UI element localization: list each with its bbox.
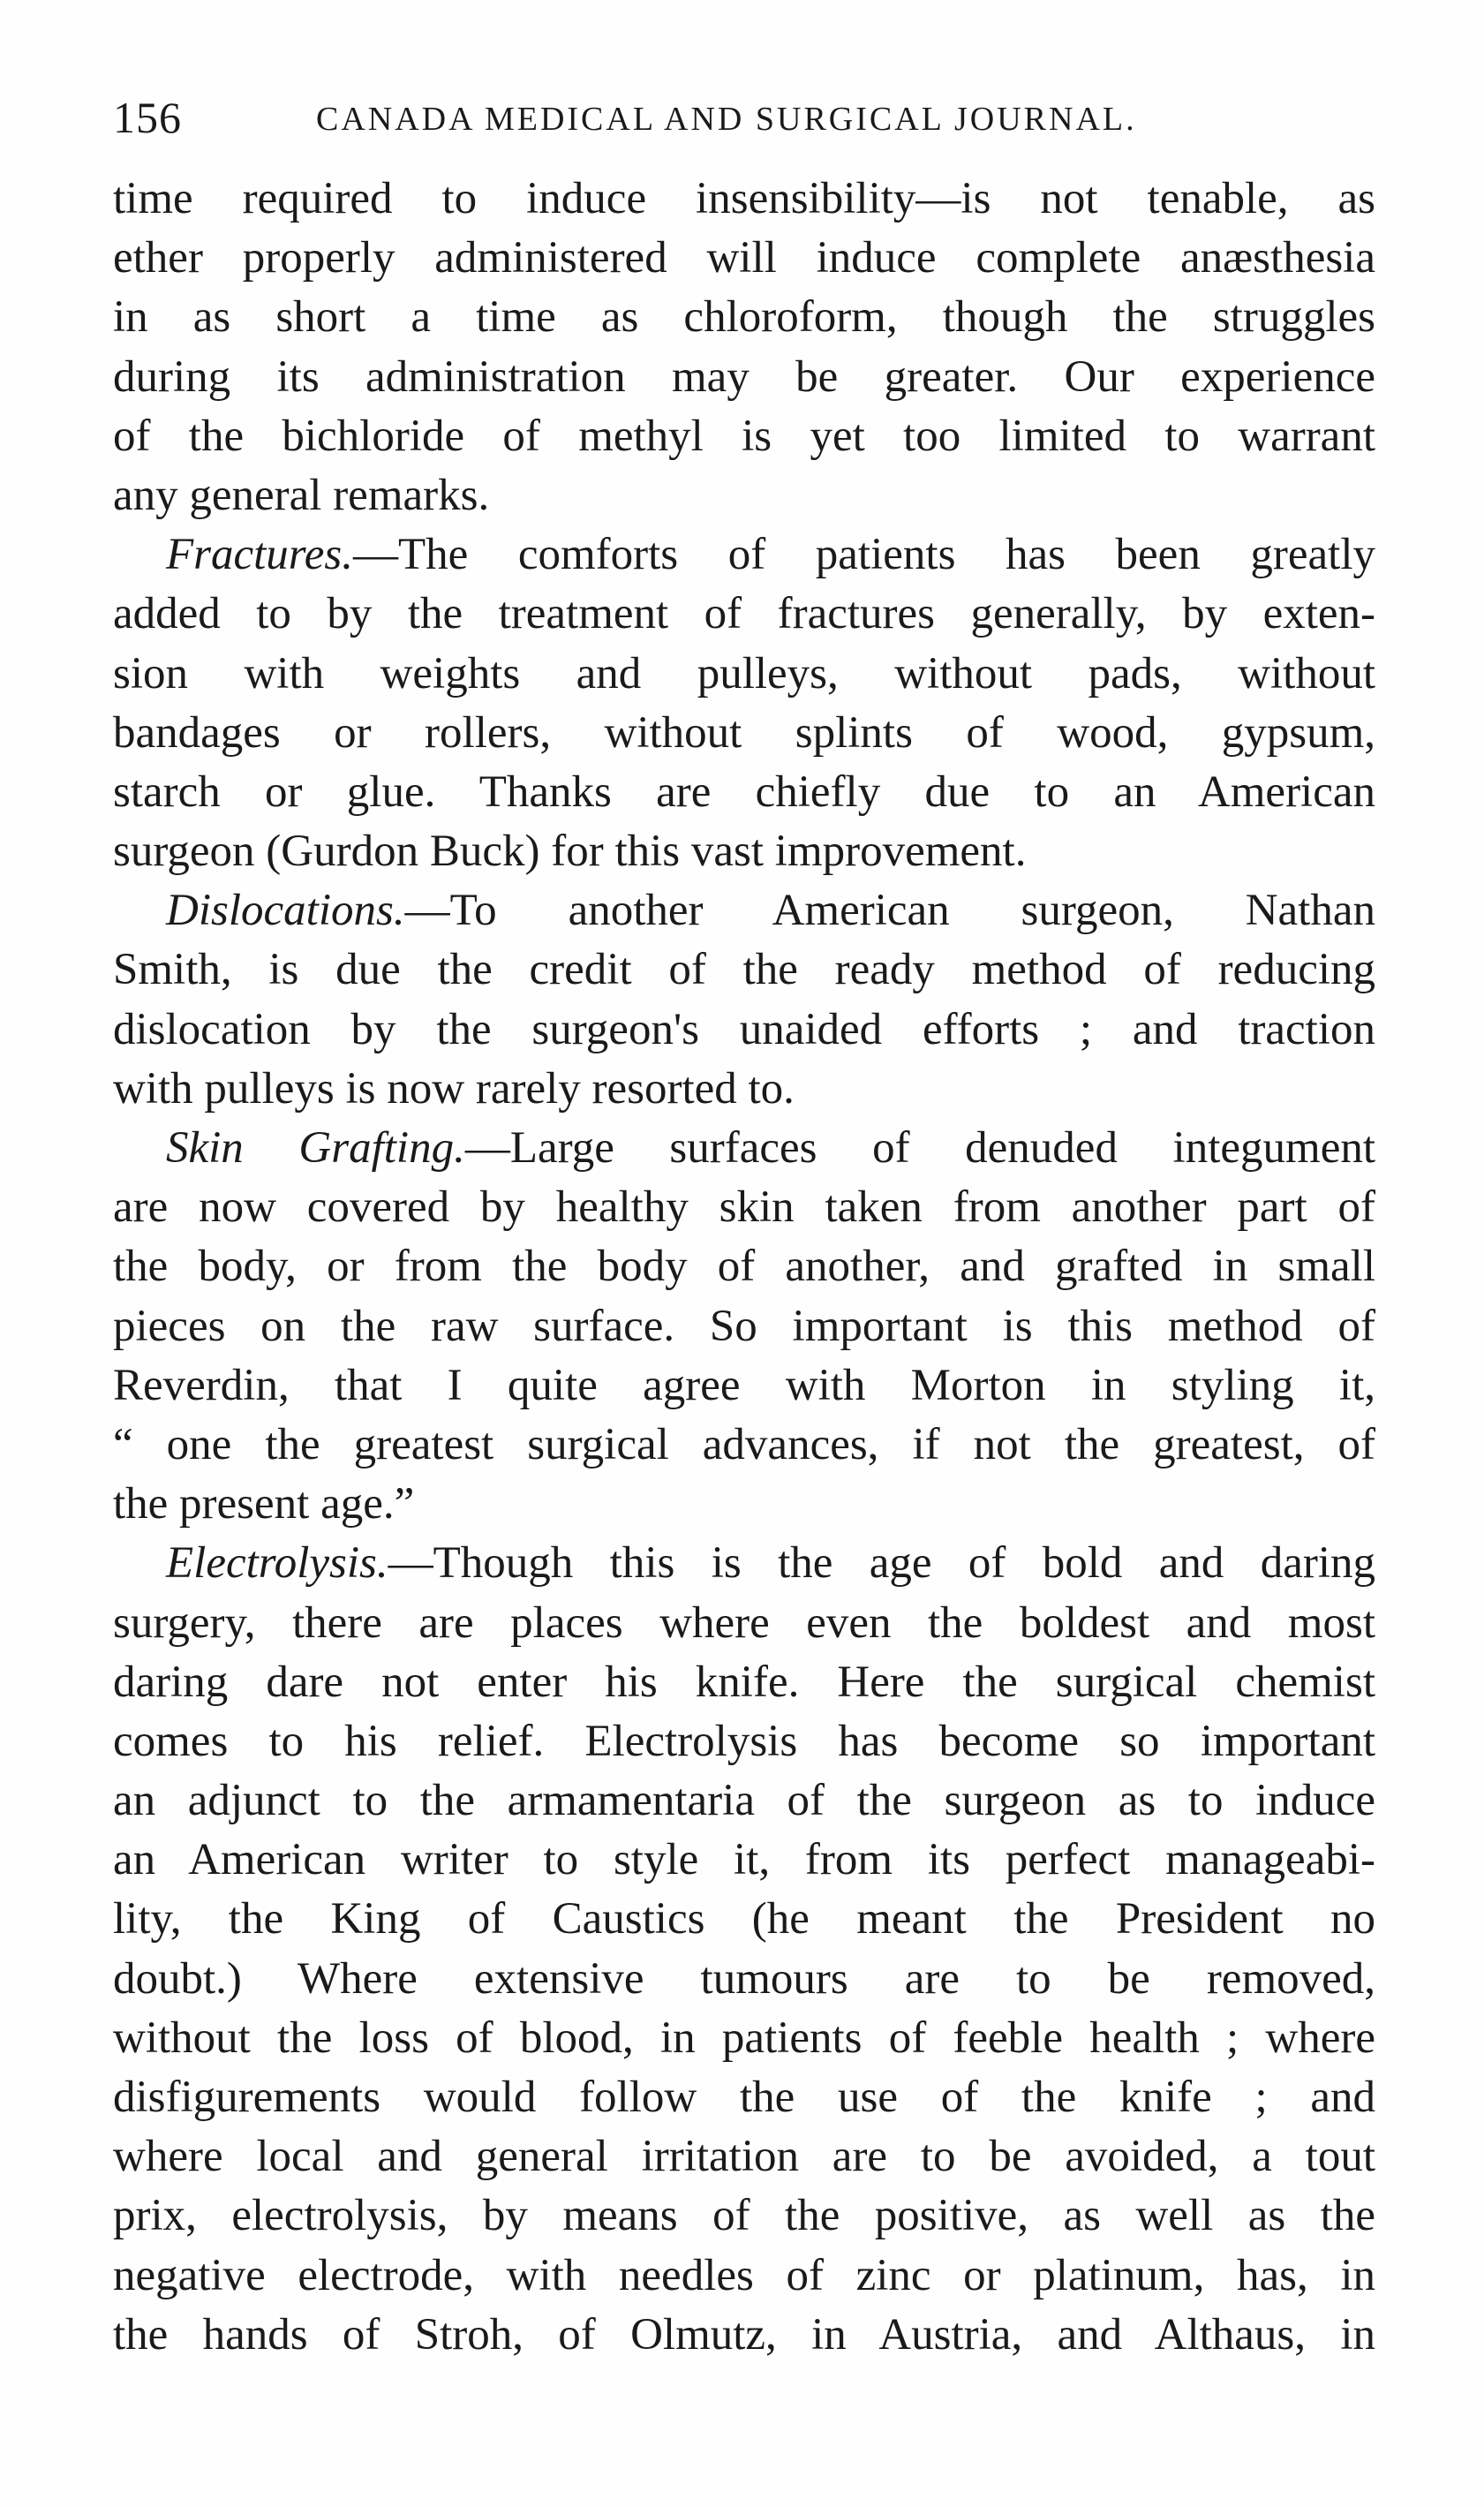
line-text: the hands of Stroh, of Olmutz, in Austria, and Althaus, in: [113, 2309, 1375, 2360]
line-text: an adjunct to the armamentaria of the surgeon as to induce: [113, 1776, 1375, 1826]
line-text: during its administration may be greater. Our experience: [113, 351, 1375, 402]
line-text: sion with weights and pulleys, without pads, without: [113, 648, 1375, 698]
section-heading-line: [113, 525, 1375, 585]
running-head: CANADA MEDICAL AND SURGICAL JOURNAL.: [316, 101, 1137, 138]
text-line: [113, 288, 1375, 347]
line-text: —The comforts of patients has been greatly: [353, 530, 1375, 580]
text-line: [113, 763, 1375, 822]
page-header: [113, 87, 1367, 148]
line-text: starch or glue. Thanks are chiefly due to an American: [113, 766, 1375, 817]
text-line: [113, 170, 1375, 229]
line-text: where local and general irritation are to be avoided, a tout: [113, 2132, 1375, 2182]
text-line: [113, 1297, 1375, 1356]
text-line: [113, 2306, 1375, 2365]
text-line: [113, 1416, 1375, 1475]
text-line: [113, 1890, 1375, 1949]
line-text: an American writer to style it, from its perfect manageabi-: [113, 1835, 1375, 1885]
line-text: any general remarks.: [113, 470, 490, 520]
text-line: [113, 822, 1375, 881]
section-heading-line: [113, 1119, 1375, 1178]
text-line: [113, 2246, 1375, 2306]
text-line: [113, 2127, 1375, 2186]
text-line: [113, 1237, 1375, 1296]
text-line: [113, 348, 1375, 407]
text-line: [113, 645, 1375, 704]
line-text: are now covered by healthy skin taken from another part of: [113, 1182, 1375, 1233]
line-text: time required to induce insensibility—is not tenable, as: [113, 174, 1375, 223]
line-text: —Though this is the age of bold and daring: [388, 1538, 1375, 1589]
text-line: [113, 1060, 1375, 1119]
line-text: bandages or rollers, without splints of wood, gypsum,: [113, 707, 1375, 758]
section-heading: Fractures.: [166, 530, 353, 580]
line-text: the present age.”: [113, 1479, 415, 1529]
line-text: Smith, is due the credit of the ready method of reducing: [113, 945, 1375, 995]
line-text: in as short a time as chloroform, though the struggles: [113, 292, 1375, 343]
text-line: [113, 1594, 1375, 1653]
text-line: [113, 2186, 1375, 2246]
page-number: 156: [113, 93, 182, 142]
text-line: [113, 1475, 1375, 1534]
line-text: daring dare not enter his knife. Here the surgical chemist: [113, 1657, 1375, 1707]
line-text: lity, the King of Caustics (he meant the President no: [113, 1894, 1375, 1944]
line-text: added to by the treatment of fractures generally, by exten-: [113, 589, 1375, 639]
line-text: ether properly administered will induce complete anæsthesia: [113, 233, 1375, 283]
text-line: [113, 1001, 1375, 1060]
line-text: with pulleys is now rarely resorted to.: [113, 1063, 795, 1114]
section-heading: Dislocations.: [166, 886, 405, 936]
line-text: comes to his relief. Electrolysis has become so important: [113, 1716, 1375, 1766]
line-text: pieces on the raw surface. So important is this method of: [113, 1301, 1375, 1351]
line-text: —Large surfaces of denuded integument: [464, 1123, 1375, 1173]
body-text: [113, 170, 1375, 2365]
line-text: disfigurements would follow the use of the knife ; and: [113, 2073, 1375, 2122]
line-text: without the loss of blood, in patients of feeble health ; where: [113, 2012, 1375, 2063]
line-text: dislocation by the surgeon's unaided efforts ; and traction: [113, 1004, 1375, 1054]
text-line: [113, 2068, 1375, 2127]
text-line: [113, 466, 1375, 525]
text-line: [113, 229, 1375, 288]
text-line: [113, 940, 1375, 1000]
text-line: [113, 1712, 1375, 1771]
text-line: [113, 585, 1375, 644]
section-heading-line: [113, 1534, 1375, 1593]
text-line: [113, 1356, 1375, 1416]
text-line: [113, 407, 1375, 466]
text-line: [113, 1950, 1375, 2009]
text-line: [113, 704, 1375, 763]
text-line: [113, 2009, 1375, 2068]
text-line: [113, 1771, 1375, 1831]
line-text: the body, or from the body of another, and grafted in small: [113, 1242, 1375, 1292]
line-text: Reverdin, that I quite agree with Morton in styling it,: [113, 1360, 1375, 1410]
line-text: prix, electrolysis, by means of the positive, as well as the: [113, 2191, 1375, 2241]
text-line: [113, 1831, 1375, 1890]
section-heading-line: [113, 881, 1375, 940]
line-text: doubt.) Where extensive tumours are to be removed,: [113, 1953, 1375, 2004]
line-text: surgery, there are places where even the boldest and most: [113, 1597, 1375, 1648]
section-heading: Skin Grafting.: [166, 1123, 465, 1173]
section-heading: Electrolysis.: [166, 1538, 388, 1589]
line-text: negative electrode, with needles of zinc or platinum, has, in: [113, 2250, 1375, 2300]
line-text: “ one the greatest surgical advances, if not the greatest, of: [113, 1419, 1375, 1469]
text-line: [113, 1178, 1375, 1237]
text-line: [113, 1653, 1375, 1712]
line-text: —To another American surgeon, Nathan: [404, 886, 1375, 936]
line-text: surgeon (Gurdon Buck) for this vast improvement.: [113, 827, 1027, 877]
line-text: of the bichloride of methyl is yet too limited to warrant: [113, 411, 1375, 461]
